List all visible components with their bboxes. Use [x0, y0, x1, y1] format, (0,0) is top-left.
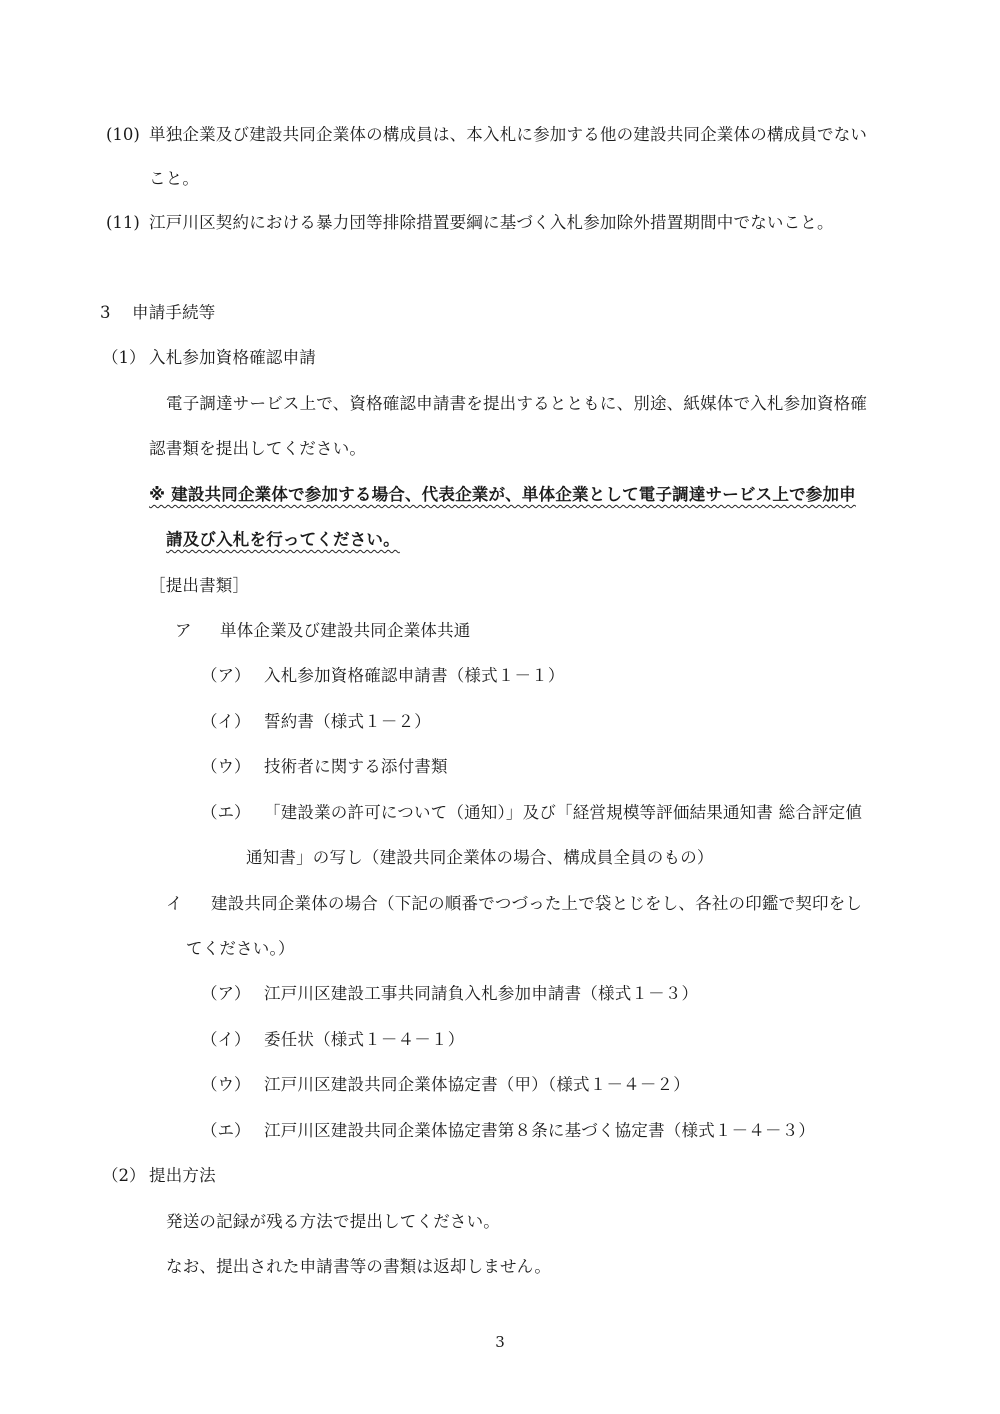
doc-item: 江戸川区建設工事共同請負入札参加申請書（様式１－３） [264, 984, 699, 1003]
doc-item-label: （イ） [201, 1030, 251, 1049]
section-number: 3 [100, 303, 111, 322]
section-heading: 申請手続等 [132, 303, 216, 322]
documents-heading: ［提出書類］ [149, 576, 250, 595]
subsection-1-title: 入札参加資格確認申請 [149, 348, 316, 367]
paragraph-line: 認書類を提出してください。 [149, 439, 367, 458]
doc-item: 江戸川区建設共同企業体協定書第８条に基づく協定書（様式１－４－３） [264, 1121, 816, 1140]
item-11-text: 江戸川区契約における暴力団等排除措置要綱に基づく入札参加除外措置期間中でないこと。 [149, 213, 834, 232]
paragraph-line: なお、提出された申請書等の書類は返却しません。 [166, 1257, 552, 1276]
group-b-title-cont: てください。） [186, 939, 295, 958]
paragraph-line: 電子調達サービス上で、資格確認申請書を提出するとともに、別途、紙媒体で入札参加資格確 [166, 394, 868, 413]
group-a-label: ア [175, 621, 192, 640]
doc-item: 誓約書（様式１－２） [264, 712, 431, 731]
doc-item-cont: 通知書」の写し（建設共同企業体の場合、構成員全員のもの） [246, 848, 714, 867]
doc-item-label: （エ） [201, 803, 251, 822]
doc-item: 委任状（様式１－４－１） [264, 1030, 465, 1049]
doc-item-label: （ウ） [201, 757, 251, 776]
subsection-2-title: 提出方法 [149, 1166, 216, 1185]
doc-item-label: （エ） [201, 1121, 251, 1140]
important-note: ※ 建設共同企業体で参加する場合、代表企業が、単体企業として電子調達サービス上で参加申 [149, 485, 856, 504]
paragraph-line: 発送の記録が残る方法で提出してください。 [166, 1212, 500, 1231]
doc-item-label: （ア） [201, 984, 251, 1003]
subsection-2-label: （2） [102, 1166, 146, 1185]
group-a-title: 単体企業及び建設共同企業体共通 [220, 621, 471, 640]
doc-item: 江戸川区建設共同企業体協定書（甲）（様式１－４－２） [264, 1075, 690, 1094]
doc-item: 入札参加資格確認申請書（様式１－１） [264, 666, 565, 685]
item-10-text: 単独企業及び建設共同企業体の構成員は、本入札に参加する他の建設共同企業体の構成員でない [149, 125, 868, 144]
doc-item-label: （ウ） [201, 1075, 251, 1094]
page-number: 3 [495, 1333, 505, 1351]
doc-item-label: （ア） [201, 666, 251, 685]
doc-item: 技術者に関する添付書類 [264, 757, 448, 776]
doc-item-label: （イ） [201, 712, 251, 731]
group-b-title: 建設共同企業体の場合（下記の順番でつづった上で袋とじをし、各社の印鑑で契印をし [211, 894, 863, 913]
subsection-1-label: （1） [102, 348, 146, 367]
doc-item: 「建設業の許可について（通知）」及び「経営規模等評価結果通知書 総合評定値 [264, 803, 863, 822]
important-note-cont: 請及び入札を行ってください。 [166, 530, 400, 549]
item-10-label: (10) [106, 125, 140, 144]
item-11-label: (11) [106, 213, 140, 232]
group-b-label: イ [166, 894, 183, 913]
item-10-text-cont: こと。 [149, 169, 200, 188]
